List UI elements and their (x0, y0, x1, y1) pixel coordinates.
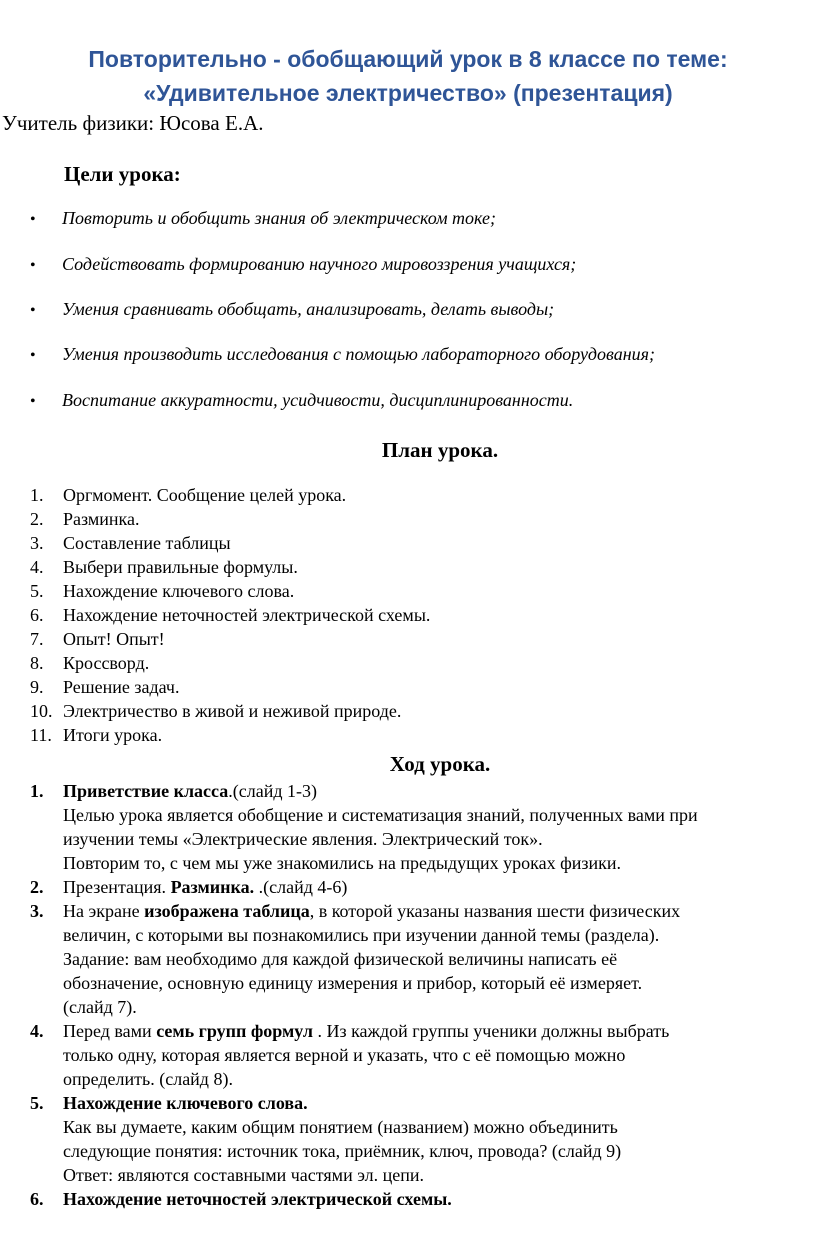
plan-item (30, 701, 401, 722)
goal-item (30, 254, 576, 275)
plan-item (30, 677, 179, 698)
plan-item-number: 3. (30, 533, 44, 553)
teacher-line: Учитель физики: Юсова Е.А. (2, 111, 264, 135)
bullet-icon: • (30, 257, 36, 274)
step-prefix: Перед вами (63, 1021, 157, 1041)
step-text-line: Повторим то, с чем мы уже знакомились на предыдущих уроках физики. (63, 853, 622, 873)
step-title: Нахождение ключевого слова. (63, 1093, 308, 1113)
bullet-icon: • (30, 347, 36, 364)
plan-item (30, 557, 298, 578)
step-slide-ref: .(слайд 4-6) (254, 877, 348, 897)
plan-item-text: Кроссворд. (63, 653, 150, 673)
plan-item-text: Нахождение неточностей электрической схемы. (63, 605, 431, 625)
goal-item (30, 390, 573, 411)
plan-item-number: 6. (30, 605, 44, 625)
step-title: изображена таблица (144, 901, 310, 921)
step-text-line: Целью урока является обобщение и систематизация знаний, полученных вами при (63, 805, 698, 825)
plan-item-number: 10. (30, 701, 53, 721)
plan-item-text: Решение задач. (63, 677, 180, 697)
plan-item-text: Опыт! Опыт! (63, 629, 165, 649)
step-number: 6. (30, 1189, 44, 1209)
step-text-line: определить. (слайд 8). (63, 1069, 233, 1089)
plan-item (30, 725, 162, 746)
goals-heading: Цели урока: (64, 162, 181, 186)
plan-item-text: Нахождение ключевого слова. (63, 581, 295, 601)
step-rest: , в которой указаны названия шести физических (309, 901, 681, 921)
step-heading (63, 1189, 452, 1210)
step-number: 1. (30, 781, 44, 801)
bullet-icon: • (30, 393, 36, 410)
step-heading (63, 901, 680, 922)
goal-text: Повторить и обобщить знания об электрическом токе; (62, 208, 497, 228)
step-text-line: следующие понятия: источник тока, приёмник, ключ, провода? (слайд 9) (63, 1141, 622, 1161)
step-prefix: На экране (63, 901, 145, 921)
step-title: семь групп формул (156, 1021, 313, 1041)
plan-item-number: 2. (30, 509, 44, 529)
step-text-line: Ответ: являются составными частями эл. цепи. (63, 1165, 424, 1185)
goal-text: Умения производить исследования с помощью лабораторного оборудования; (62, 344, 656, 364)
step-number: 2. (30, 877, 44, 897)
goal-text: Воспитание аккуратности, усидчивости, дисциплинированности. (62, 390, 574, 410)
plan-item-number: 1. (30, 485, 44, 505)
plan-item (30, 653, 149, 674)
plan-item (30, 485, 346, 506)
step-heading (63, 1093, 308, 1114)
step-number: 4. (30, 1021, 44, 1041)
plan-item-number: 8. (30, 653, 44, 673)
plan-item-text: Составление таблицы (63, 533, 231, 553)
plan-item-number: 5. (30, 581, 44, 601)
step-text-line: (слайд 7). (63, 997, 137, 1017)
step-title: Нахождение неточностей электрической схемы. (63, 1189, 452, 1209)
plan-item-text: Электричество в живой и неживой природе. (63, 701, 402, 721)
step-prefix: Презентация. (63, 877, 171, 897)
plan-item-number: 4. (30, 557, 44, 577)
step-number: 5. (30, 1093, 44, 1113)
step-text-line: обозначение, основную единицу измерения и прибор, который её измеряет. (63, 973, 643, 993)
step-text-line: изучении темы «Электрические явления. Электрический ток». (63, 829, 543, 849)
plan-item (30, 629, 165, 650)
plan-item-text: Выбери правильные формулы. (63, 557, 298, 577)
step-heading (63, 1021, 669, 1042)
plan-item (30, 605, 430, 626)
goal-item (30, 299, 554, 320)
step-number: 3. (30, 901, 44, 921)
title-line-2: «Удивительное электричество» (презентация) (143, 80, 673, 106)
plan-item (30, 581, 294, 602)
plan-item (30, 533, 231, 554)
plan-item (30, 509, 139, 530)
bullet-icon: • (30, 302, 36, 319)
goal-text: Умения сравнивать обобщать, анализировать, делать выводы; (62, 299, 555, 319)
step-slide-ref: .(слайд 1-3) (228, 781, 317, 801)
step-title: Разминка. (170, 877, 255, 897)
plan-item-number: 9. (30, 677, 44, 697)
step-text-line: Задание: вам необходимо для каждой физической величины написать её (63, 949, 618, 969)
plan-item-number: 11. (30, 725, 52, 745)
course-heading: Ход урока. (389, 752, 491, 776)
goal-item (30, 344, 655, 365)
step-text-line: только одну, которая является верной и указать, что с её помощью можно (63, 1045, 626, 1065)
plan-item-text: Разминка. (63, 509, 140, 529)
step-heading (63, 877, 347, 898)
title-line-1: Повторительно - обобщающий урок в 8 классе по теме: (88, 46, 728, 72)
plan-heading: План урока. (381, 438, 499, 462)
goal-item (30, 208, 496, 229)
step-heading (63, 781, 317, 802)
goal-text: Содействовать формированию научного мировоззрения учащихся; (62, 254, 577, 274)
plan-item-text: Оргмомент. Сообщение целей урока. (63, 485, 347, 505)
step-title: Приветствие класса (63, 781, 229, 801)
plan-item-text: Итоги урока. (63, 725, 163, 745)
bullet-icon: • (30, 211, 36, 228)
step-text-line: Как вы думаете, каким общим понятием (названием) можно объединить (63, 1117, 618, 1137)
step-text-line: величин, с которыми вы познакомились при изучении данной темы (раздела). (63, 925, 660, 945)
plan-item-number: 7. (30, 629, 44, 649)
step-rest: . Из каждой группы ученики должны выбрать (312, 1021, 670, 1041)
